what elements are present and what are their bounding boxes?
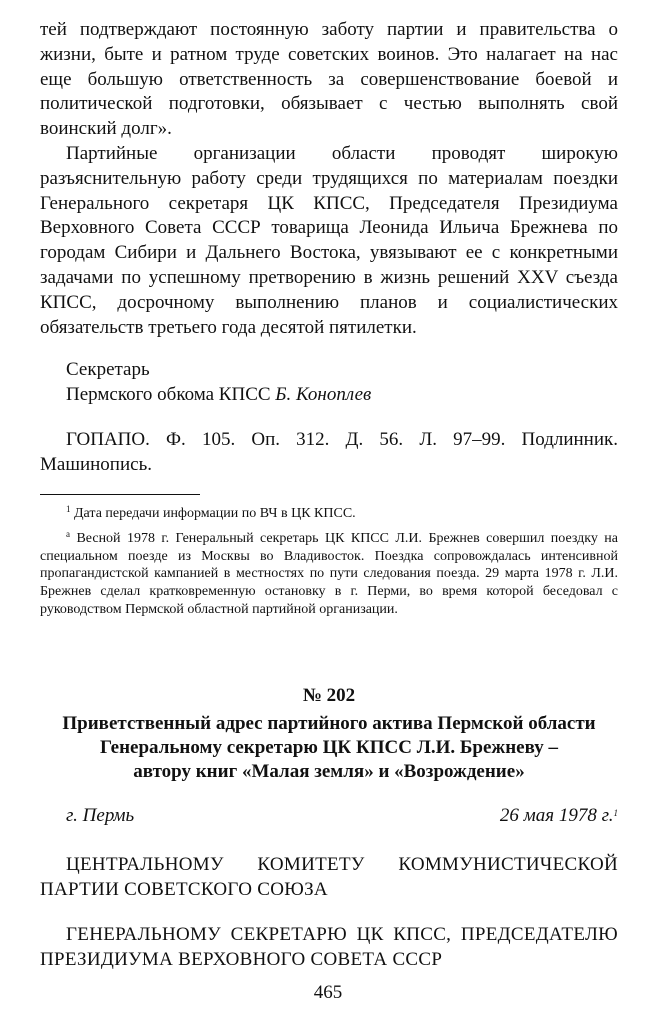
document-date-mark: 1 bbox=[613, 808, 618, 819]
footnote-divider bbox=[40, 494, 200, 495]
document-place: г. Пермь bbox=[66, 805, 135, 827]
document-title-line-1: Приветственный адрес партийного актива Пермской области bbox=[62, 713, 596, 735]
address-central-committee: ЦЕНТРАЛЬНОМУ КОМИТЕТУ КОММУНИСТИЧЕСКОЙ ПАРТИИ СОВЕТСКОГО СОЮЗА bbox=[40, 854, 618, 901]
signature-line bbox=[66, 383, 618, 408]
footnote-1 bbox=[40, 505, 618, 523]
signature-name: Б. Коноплев bbox=[275, 384, 372, 406]
document-date: 26 мая 1978 г. bbox=[499, 805, 614, 827]
signature-title: Секретарь bbox=[66, 359, 150, 381]
footnote-1-text: Дата передачи информации по ВЧ в ЦК КПСС. bbox=[74, 505, 356, 521]
signature-block bbox=[40, 358, 618, 408]
document-number: № 202 bbox=[302, 685, 356, 707]
footnote-a-mark: а bbox=[66, 529, 70, 540]
signature-org: Пермского обкома КПСС bbox=[66, 384, 271, 406]
address-general-secretary: ГЕНЕРАЛЬНОМУ СЕКРЕТАРЮ ЦК КПСС, ПРЕДСЕДАТЕЛЮ ПРЕЗИДИУМА ВЕРХОВНОГО СОВЕТА СССР bbox=[40, 924, 618, 971]
document-title-line-3: автору книг «Малая земля» и «Возрождение» bbox=[133, 761, 525, 783]
body-paragraph-1: тей подтверждают постоянную заботу партии и правительства о жизни, быте и ратном труде советских воинов. Это налагает на нас еще большую ответственность за совершенствование боевой и политической подготовки, обязывает с честью выполнять свой воинский долг». bbox=[40, 19, 618, 140]
body-paragraph-2: Партийные организации области проводят широкую разъяснительную работу среди трудящихся по материалам поездки Генерального секретаря ЦК КПСС, Председателя Президиума Верховного Совета СССР товарища Леонида Ильича Брежнева по городам Сибири и Дальнего Востока, увязывают ее с конкретными задачами по успешному претворению в жизнь решений XXV съезда КПСС, досрочному выполнению планов и социалистических обязательств третьего года десятой пятилетки. bbox=[40, 142, 618, 338]
document-title bbox=[40, 712, 618, 784]
document-date-wrap bbox=[500, 804, 618, 828]
footnote-1-mark: 1 bbox=[66, 503, 71, 514]
page-number: 465 bbox=[313, 982, 343, 1003]
place-date-line bbox=[40, 804, 618, 828]
page bbox=[40, 18, 618, 972]
footnote-a bbox=[40, 530, 618, 618]
footnote-a-text: Весной 1978 г. Генеральный секретарь ЦК КПСС Л.И. Брежнев совершил поездку на специальном поезде из Москвы во Владивосток. Поездка сопровождалась интенсивной пропагандистской кампанией в местностях по пути следования поезда. 29 марта 1978 г. Л.И. Брежнев сделал кратковременную остановку в г. Перми, во время которой беседовал с руководством Пермской областной партийной организации. bbox=[40, 531, 619, 617]
document-title-line-2: Генеральному секретарю ЦК КПСС Л.И. Брежневу – bbox=[100, 737, 558, 759]
archive-reference: ГОПАПО. Ф. 105. Оп. 312. Д. 56. Л. 97–99. Подлинник. Машинопись. bbox=[40, 428, 618, 475]
